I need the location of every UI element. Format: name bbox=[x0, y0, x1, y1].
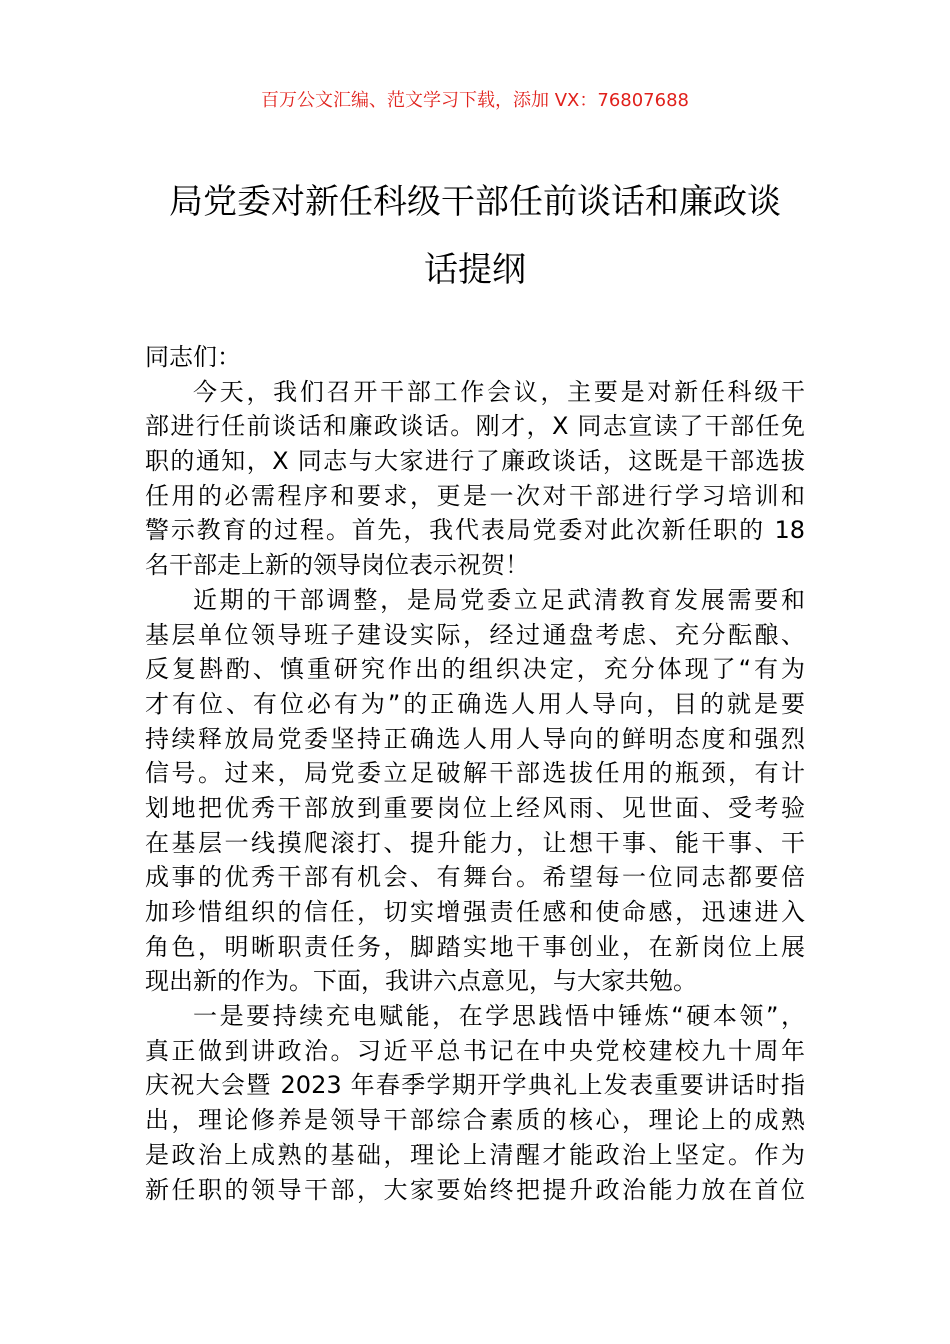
document-title bbox=[0, 168, 950, 304]
text-line: 今天，我们召开干部工作会议，主要是对新任科级干 bbox=[193, 377, 805, 406]
paragraph bbox=[145, 583, 805, 999]
text-line: 是政治上成熟的基础，理论上清醒才能政治上坚定。作为 bbox=[145, 1140, 805, 1169]
text-line: 名干部走上新的领导岗位表示祝贺！ bbox=[145, 551, 529, 580]
text-line: 角色，明晰职责任务，脚踏实地干事创业，在新岗位上展 bbox=[145, 932, 805, 961]
watermark-header: 百万公文汇编、范文学习下载，添加 VX：76807688 bbox=[261, 90, 689, 111]
text-line: 划地把优秀干部放到重要岗位上经风雨、见世面、受考验 bbox=[145, 793, 805, 822]
text-line: 成事的优秀干部有机会、有舞台。希望每一位同志都要倍 bbox=[145, 863, 805, 892]
text-line: 职的通知，X 同志与大家进行了廉政谈话，这既是干部选拔 bbox=[145, 447, 805, 476]
text-line: 才有位、有位必有为”的正确选人用人导向，目的就是要 bbox=[145, 689, 805, 718]
text-line: 基层单位领导班子建设实际，经过通盘考虑、充分酝酿、 bbox=[145, 620, 805, 649]
text-line: 一是要持续充电赋能，在学思践悟中锤炼“硬本领”， bbox=[193, 1002, 805, 1031]
text-line: 信号。过来，局党委立足破解干部选拔任用的瓶颈，有计 bbox=[145, 759, 805, 788]
text-line: 任用的必需程序和要求，更是一次对干部进行学习培训和 bbox=[145, 481, 805, 510]
text-line: 近期的干部调整，是局党委立足武清教育发展需要和 bbox=[193, 585, 805, 614]
text-line: 真正做到讲政治。习近平总书记在中央党校建校九十周年 bbox=[145, 1036, 805, 1065]
paragraph bbox=[145, 999, 805, 1207]
text-line: 警示教育的过程。首先，我代表局党委对此次新任职的 18 bbox=[145, 516, 805, 545]
text-line: 庆祝大会暨 2023 年春季学期开学典礼上发表重要讲话时指 bbox=[145, 1071, 805, 1100]
title-line: 局党委对新任科级干部任前谈话和廉政谈 bbox=[169, 182, 781, 222]
text-line: 出，理论修养是领导干部综合素质的核心，理论上的成熟 bbox=[145, 1106, 805, 1135]
text-line: 加珍惜组织的信任，切实增强责任感和使命感，迅速进入 bbox=[145, 898, 805, 926]
text-line: 在基层一线摸爬滚打、提升能力，让想干事、能干事、干 bbox=[145, 828, 805, 857]
text-line: 新任职的领导干部，大家要始终把提升政治能力放在首位 bbox=[145, 1175, 805, 1204]
text-line: 部进行任前谈话和廉政谈话。刚才，X 同志宣读了干部任免 bbox=[145, 412, 805, 441]
document-body bbox=[145, 340, 805, 1207]
salutation: 同志们： bbox=[145, 343, 241, 371]
text-line: 反复斟酌、慎重研究作出的组织决定，充分体现了“有为 bbox=[145, 655, 805, 684]
title-line: 话提纲 bbox=[424, 250, 526, 290]
text-line: 现出新的作为。下面，我讲六点意见，与大家共勉。 bbox=[145, 967, 697, 996]
paragraph bbox=[145, 375, 805, 583]
text-line: 持续释放局党委坚持正确选人用人导向的鲜明态度和强烈 bbox=[145, 724, 805, 753]
